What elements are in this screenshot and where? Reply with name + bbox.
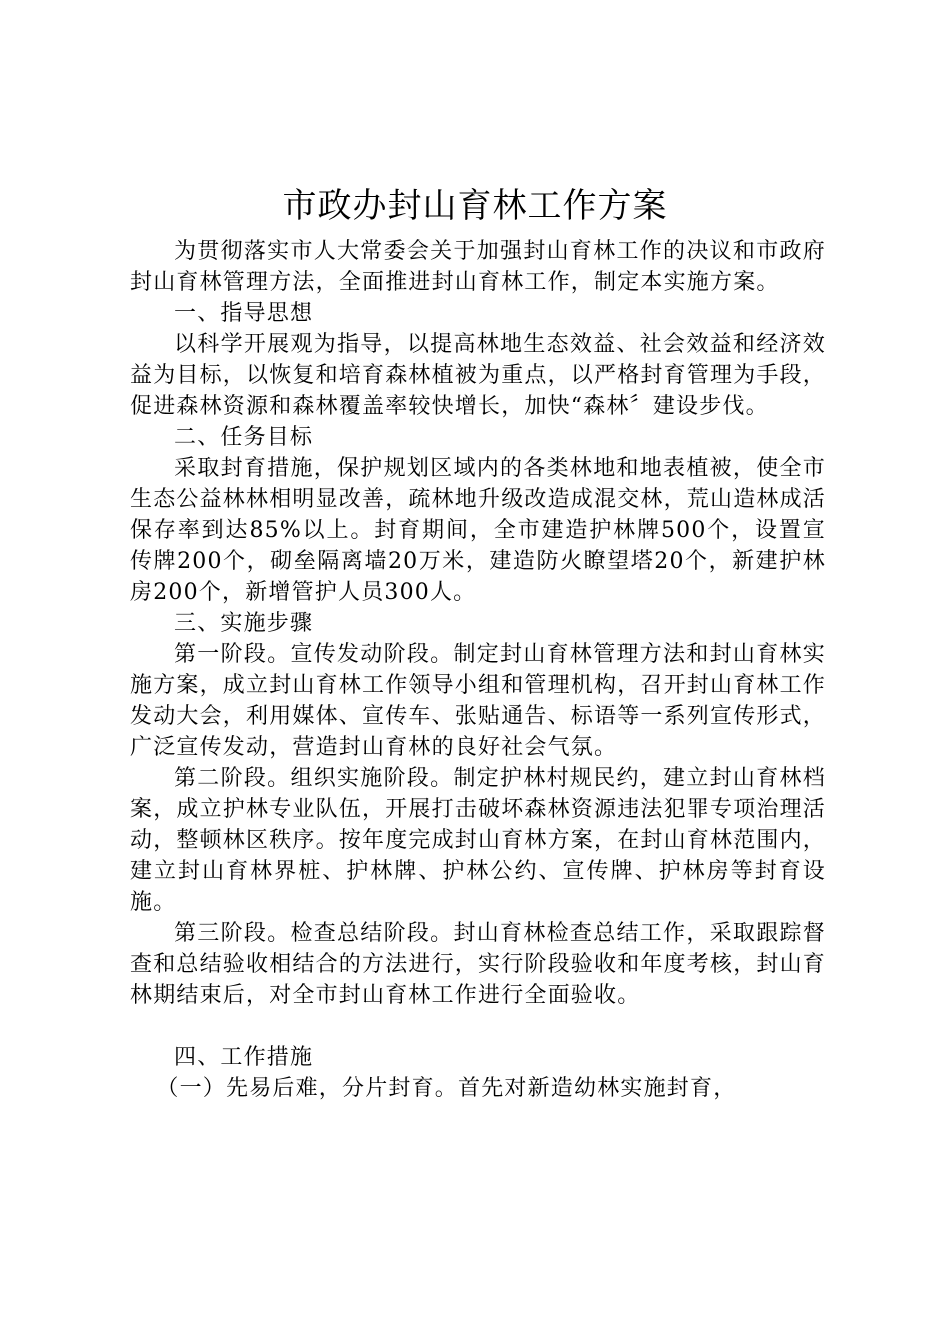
section-heading-guiding-ideology: 一、指导思想 [174, 301, 314, 326]
work-measures-paragraph: （一）先易后难，分片封育。首先对新造幼林实施封育， [156, 1076, 737, 1101]
guiding-ideology-paragraph: 以科学开展观为指导，以提高林地生态效益、社会效益和经济效益为目标，以恢复和培育森林植被为重点，以严格封育管理为手段，促进森林资源和森林覆盖率较快增长，加快“森林〞建设步伐。 [130, 332, 827, 419]
document-title: 市政办封山育林工作方案 [282, 186, 668, 226]
intro-paragraph: 为贯彻落实市人大常委会关于加强封山育林工作的决议和市政府封山育林管理方法，全面推进封山育林工作，制定本实施方案。 [130, 239, 826, 295]
paragraph-spacer [130, 1011, 826, 1042]
task-goals-paragraph: 采取封育措施，保护规划区域内的各类林地和地表植被，使全市生态公益林林相明显改善，疏林地升级改造成混交林，荒山造林成活保存率到达85%以上。封育期间，全市建造护林牌500个，设置宣传牌200个，砌垒隔离墙20万米，建造防火瞭望塔20个，新建护林房200个，新增管护人员300人。 [130, 456, 827, 605]
stage-one-paragraph: 第一阶段。宣传发动阶段。制定封山育林管理方法和封山育林实施方案，成立封山育林工作领导小组和管理机构，召开封山育林工作发动大会，利用媒体、宣传车、张贴通告、标语等一系列宣传形式，广泛宣传发动，营造封山育林的良好社会气氛。 [130, 642, 827, 760]
stage-three-paragraph: 第三阶段。检查总结阶段。封山育林检查总结工作，采取跟踪督查和总结验收相结合的方法进行，实行阶段验收和年度考核，封山育林期结束后，对全市封山育林工作进行全面验收。 [130, 921, 827, 1008]
section-heading-work-measures: 四、工作措施 [174, 1045, 314, 1070]
section-heading-implementation-steps: 三、实施步骤 [174, 611, 314, 636]
stage-two-paragraph: 第二阶段。组织实施阶段。制定护林村规民约，建立封山育林档案，成立护林专业队伍，开展打击破坏森林资源违法犯罪专项治理活动，整顿林区秩序。按年度完成封山育林方案，在封山育林范围内，建立封山育林界桩、护林牌、护林公约、宣传牌、护林房等封育设施。 [130, 766, 827, 915]
section-heading-task-goals: 二、任务目标 [174, 425, 314, 450]
document-body [130, 236, 826, 1104]
